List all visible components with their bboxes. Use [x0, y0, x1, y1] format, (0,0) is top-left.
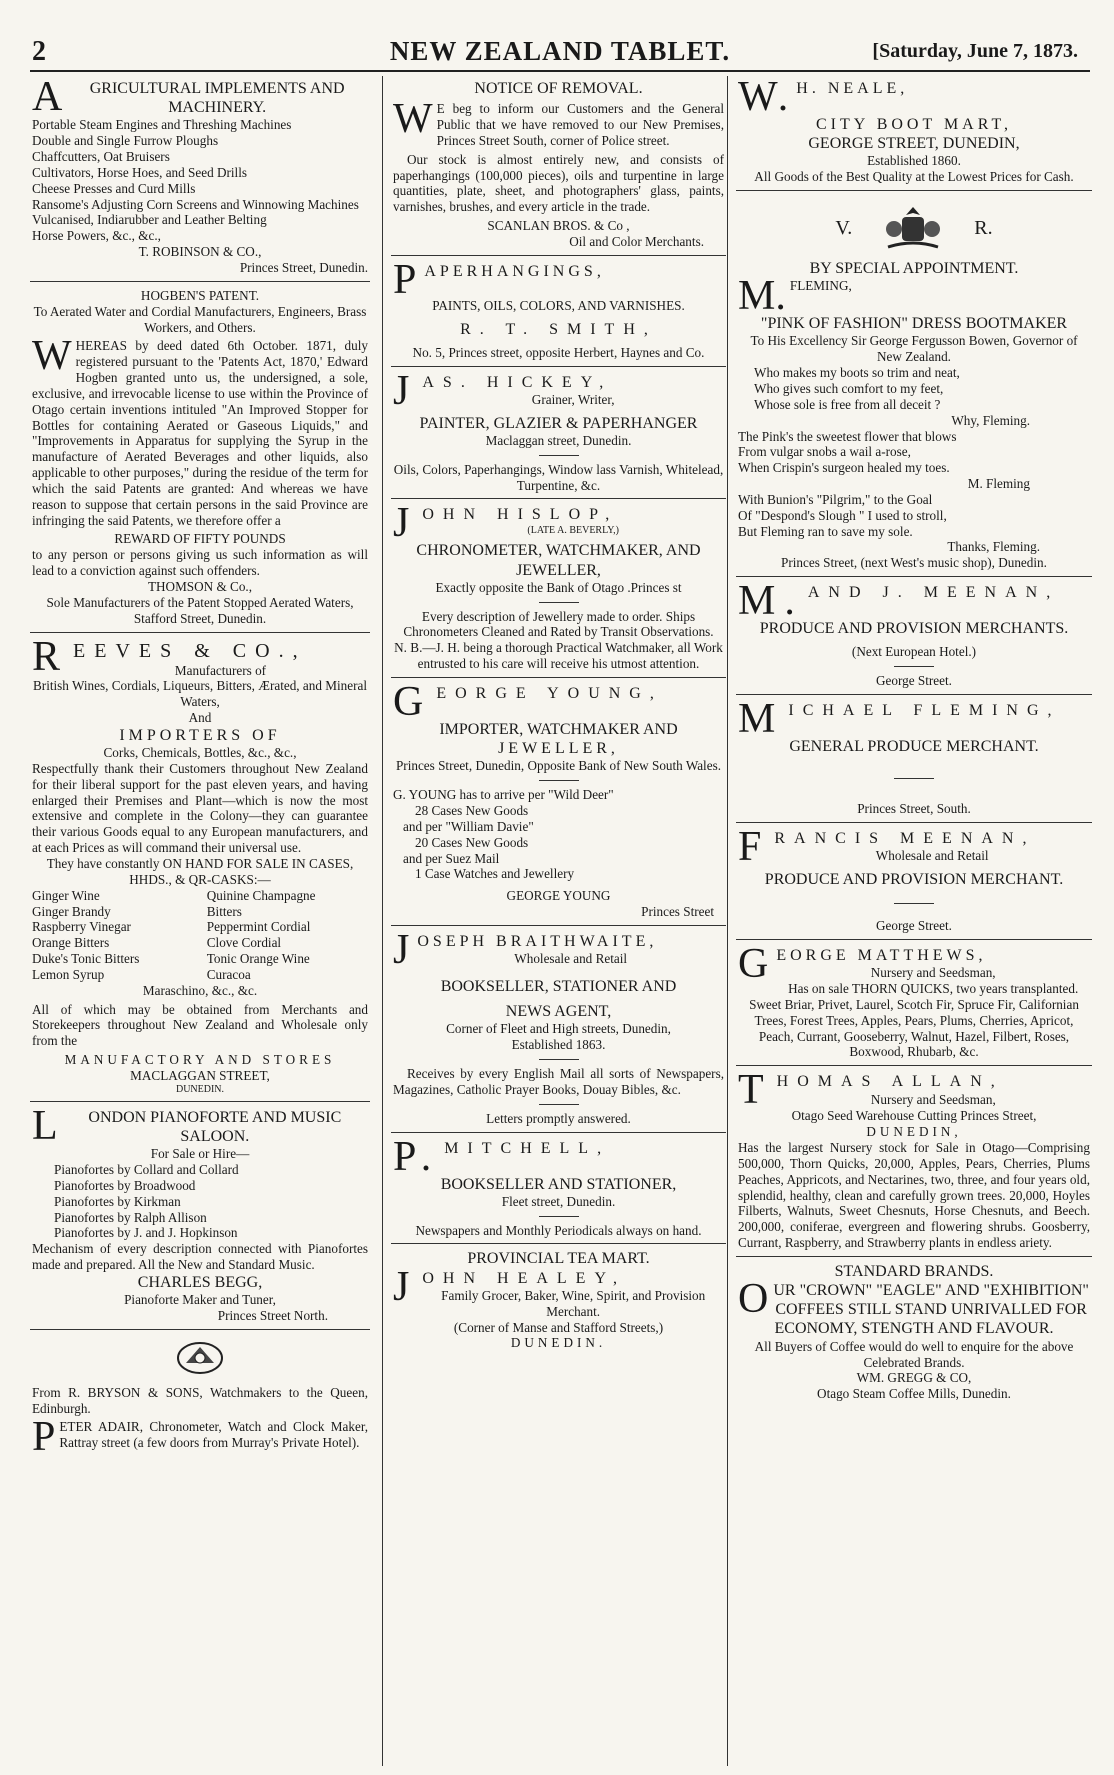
goods-item: Curacoa — [206, 966, 251, 982]
royal-arms — [738, 203, 1090, 253]
ad-line: BY SPECIAL APPOINTMENT. — [809, 260, 1019, 278]
ad-line: PAINTER, GLAZIER & PAPERHANGER — [419, 414, 698, 432]
ad-line: BOOKSELLER AND STATIONER, — [440, 1175, 677, 1193]
ad-body: Our stock is almost entirely new, and consists of paperhangings (100,000 pieces), oils and turpentine in large quantities, plate, sheet, and photographers' glass, paints, varnishes, brushes, and every article in the trade. — [393, 151, 724, 215]
drop-cap: T — [738, 1067, 773, 1114]
ad-line: For Sale or Hire— — [150, 1146, 250, 1162]
ad-item: Double and Single Furrow Ploughs — [32, 133, 219, 149]
drop-cap: P — [393, 256, 421, 303]
ad-item: Pianofortes by Collard and Collard — [54, 1162, 239, 1178]
ad-firm: THOMSON & Co., — [147, 579, 253, 594]
goods-row — [32, 967, 368, 983]
ad-healey — [391, 1247, 726, 1353]
ad-address: Corner of Fleet and High streets, Dunedin, — [446, 1021, 671, 1037]
ad-item: 1 Case Watches and Jewellery — [415, 866, 575, 882]
royal-v: V. — [835, 217, 853, 240]
ad-address: Princes Street, Dunedin. — [239, 259, 368, 275]
ad-item: Portable Steam Engines and Threshing Machines — [32, 117, 292, 133]
ad-address: Princes Street, (next West's music shop), Dunedin. — [781, 555, 1047, 571]
drop-cap: J — [393, 367, 419, 414]
ad-line: Nursery and Seedsman, — [870, 965, 996, 981]
ad-allan — [736, 1069, 1092, 1257]
ad-line: (LATE A. BEVERLY,) — [527, 524, 619, 536]
ad-line: Oil and Color Merchants. — [569, 233, 704, 249]
ad-line: From R. BRYSON & SONS, Watchmakers to the Queen, Edinburgh. — [32, 1384, 368, 1416]
column-2 — [382, 76, 726, 1766]
ad-smith — [391, 256, 726, 367]
ad-body: Has the largest Nursery stock for Sale in Otago—Comprising 500,000, Thorn Quicks, 20,000, Apples, Pears, Cherries, Plums Peaches, Appricots, and Nectarines, two, three, and four years old, splendid, healthy, clean and carefully grown trees. 20,000, Hoyles Filberts, Walnuts, Sweet Chesnuts, Horse Chesnuts, and Beech. 200,000, coniferae, evergreen and flowering shrubs. Goosberry, Currant, Raspberry, and Strawberry plants in endless ariety. — [738, 1140, 1090, 1251]
ad-heading: EEVES & CO., — [73, 639, 307, 662]
masthead — [30, 36, 1090, 72]
ad-address: Princes Street, South. — [857, 801, 971, 817]
column-3 — [727, 76, 1092, 1766]
drop-cap: P — [32, 1414, 56, 1461]
ad-heading: ONDON PIANOFORTE AND MUSIC SALOON. — [88, 1108, 342, 1145]
ad-firm-detail: Sole Manufacturers of the Patent Stopped Aerated Waters, Stafford Street, Dunedin. — [46, 594, 354, 626]
ad-line: Nursery and Seedsman, — [870, 1091, 996, 1107]
ad-address: George Street. — [876, 918, 952, 934]
ad-heading: OHN HISLOP, — [422, 506, 619, 524]
ad-item: Horse Powers, &c., &c., — [32, 228, 161, 244]
ad-address: Maclaggan street, Dunedin. — [485, 432, 632, 448]
ad-line: Family Grocer, Baker, Wine, Spirit, and Provision Merchant. — [441, 1287, 706, 1319]
ad-address: Exactly opposite the Bank of Otago .Princes st — [435, 579, 682, 595]
royal-r: R. — [974, 217, 993, 240]
ad-hickey — [391, 367, 726, 500]
poem-line: Thanks, Fleming. — [947, 539, 1040, 555]
ad-line: Grainer, Writer, — [531, 391, 615, 407]
poem-line: M. Fleming — [967, 476, 1030, 492]
ad-address: Princes Street North. — [217, 1307, 328, 1323]
ad-item: Ransome's Adjusting Corn Screens and Winnowing Machines — [32, 196, 359, 212]
ad-heading: APERHANGINGS, — [424, 262, 605, 280]
ad-mitchell — [391, 1133, 726, 1245]
ad-heading: PROVINCIAL TEA MART. — [467, 1250, 650, 1268]
ad-heading: ICHAEL FLEMING, — [788, 701, 1061, 719]
drop-cap: J — [393, 926, 414, 973]
ad-firm: OHN HEALEY, — [422, 1269, 626, 1287]
ad-line: Wholesale and Retail — [514, 951, 628, 967]
crest-icon — [176, 1341, 224, 1375]
crest-icon — [32, 1341, 368, 1379]
drop-cap: W — [393, 96, 433, 143]
ad-address: (Corner of Manse and Stafford Streets,) — [453, 1319, 664, 1335]
ad-line: MACLAGGAN STREET, — [130, 1067, 270, 1083]
ad-line: Letters promptly answered. — [486, 1110, 631, 1126]
goods-item: Tonic Orange Wine — [206, 951, 310, 967]
ad-line: "PINK OF FASHION" DRESS BOOTMAKER — [760, 315, 1068, 333]
divider — [539, 1216, 579, 1217]
ad-fleming — [736, 194, 1092, 577]
divider — [894, 666, 934, 667]
ad-line: Established 1863. — [511, 1037, 606, 1053]
ad-item: Pianofortes by Kirkman — [54, 1193, 181, 1209]
poem-line: Who makes my boots so trim and neat, — [754, 365, 960, 381]
ad-line: To His Excellency Sir George Fergusson Bowen, Governor of New Zealand. — [750, 333, 1078, 365]
ad-adair — [30, 1333, 370, 1461]
ad-hogben-patent — [30, 285, 370, 633]
ad-line: (Next European Hotel.) — [851, 644, 977, 660]
ad-firm: GEORGE YOUNG — [506, 888, 611, 904]
ad-line: Manufacturers of — [174, 662, 267, 678]
ad-heading: EORGE MATTHEWS, — [776, 947, 987, 965]
ad-address: No. 5, Princes street, opposite Herbert, Haynes and Co. — [412, 344, 705, 360]
goods-row — [32, 888, 368, 904]
ad-firm: T. ROBINSON & CO., — [138, 244, 262, 260]
drop-cap: F — [738, 824, 771, 870]
ad-firm: R. T. SMITH, — [460, 320, 657, 338]
ad-address: George Street. — [876, 673, 952, 689]
royal-arms-icon — [882, 203, 944, 253]
ad-line: CITY BOOT MART, — [815, 116, 1013, 133]
ad-meenan-mj — [736, 580, 1092, 695]
ad-firm: WM. GREGG & CO, — [856, 1370, 972, 1386]
goods-item: Quinine Champagne — [206, 887, 316, 903]
drop-cap: M. — [738, 273, 786, 320]
goods-item: Lemon Syrup — [32, 966, 105, 982]
ad-body: N. B.—J. H. being a thorough Practical Watchmaker, all Work entrusted to his care will receive his utmost attention. — [394, 640, 723, 672]
poem-line: With Bunion's "Pilgrim," to the Goal — [738, 491, 933, 507]
ad-item: 20 Cases New Goods — [415, 834, 529, 850]
drop-cap: O — [738, 1276, 769, 1323]
ad-line: JEWELLER, — [498, 740, 619, 758]
poem-line: But Fleming ran to save my sole. — [738, 523, 913, 539]
ad-body: Every description of Jewellery made to order. Ships Chronometers Cleaned and Rated by Transit Observations. — [403, 608, 714, 640]
divider — [894, 903, 934, 904]
ad-line: And — [188, 710, 212, 726]
drop-cap: G — [393, 679, 433, 725]
ad-line: DUNEDIN. — [175, 1083, 225, 1095]
goods-item: Ginger Brandy — [32, 903, 111, 919]
goods-row — [32, 904, 368, 920]
ad-body: Mechanism of every description connected with Pianofortes made and prepared. All the New and Standard Music. — [32, 1241, 368, 1273]
ad-young — [391, 681, 726, 926]
ad-heading: GRICULTURAL IMPLEMENTS AND MACHINERY. — [89, 80, 345, 117]
drop-cap: R — [32, 633, 70, 680]
ad-heading: AND J. MEENAN, — [807, 584, 1060, 602]
ad-line: Oils, Colors, Paperhangings, Window lass Varnish, Whitelead, Turpentine, &c. — [393, 461, 724, 493]
issue-date: [Saturday, June 7, 1873. — [872, 40, 1078, 62]
drop-cap: W. — [738, 76, 793, 120]
ad-line: PRODUCE AND PROVISION MERCHANTS. — [759, 620, 1069, 638]
ad-line: GEORGE STREET, DUNEDIN, — [808, 135, 1020, 153]
ad-firm: SCANLAN BROS. & Co , — [487, 218, 630, 234]
poem-line: When Crispin's surgeon healed my toes. — [738, 460, 950, 476]
ad-line: GENERAL PRODUCE MERCHANT. — [789, 737, 1039, 755]
ad-line: They have constantly ON HAND FOR SALE IN CASES, HHDS., & QR-CASKS:— — [46, 856, 354, 887]
ad-line: G. YOUNG has to arrive per "Wild Deer" — [393, 787, 614, 803]
ad-item: and per "William Davie" — [403, 818, 534, 834]
ad-body: Sweet Briar, Privet, Laurel, Scotch Fir, Spruce Fir, Californian Trees, Forest Trees, Apples, Pears, Plums, Cherries, Apricot, Peach, Currant, Gooseberry, Walnut, Hazel, Filbert, Roses, Boxwood, Rhubarb, &c. — [749, 996, 1079, 1060]
ad-line: Maraschino, &c., &c. — [142, 982, 258, 998]
ad-item: Vulcanised, Indiarubber and Leather Belting — [32, 212, 267, 228]
divider — [539, 1059, 579, 1060]
ad-francis-meenan — [736, 826, 1092, 940]
divider — [539, 455, 579, 456]
ad-heading: AS. HICKEY, — [422, 373, 613, 391]
ad-robinson — [30, 76, 370, 282]
ad-matthews — [736, 943, 1092, 1066]
reward-line: REWARD OF FIFTY POUNDS — [114, 531, 286, 547]
ad-braithwaite — [391, 926, 726, 1133]
column-1 — [30, 76, 370, 1766]
goods-item: Orange Bitters — [32, 935, 110, 951]
ad-scanlan — [391, 76, 726, 256]
goods-item: Peppermint Cordial — [206, 919, 311, 935]
ad-line: IMPORTERS OF — [119, 726, 281, 744]
ad-line: Wholesale and Retail — [875, 848, 989, 864]
goods-row — [32, 919, 368, 935]
ad-line: IMPORTER, WATCHMAKER AND — [439, 721, 678, 738]
ad-line: NEWS AGENT, — [505, 1003, 612, 1021]
divider — [539, 1104, 579, 1105]
ad-heading: FLEMING, — [789, 278, 852, 294]
ad-heading: OSEPH BRAITHWAITE, — [417, 932, 658, 950]
ad-neale — [736, 76, 1092, 191]
page-number: 2 — [32, 36, 46, 67]
ad-begg — [30, 1102, 370, 1330]
ad-line: CHRONOMETER, WATCHMAKER, AND JEWELLER, — [416, 542, 701, 579]
ad-address: Princes Street, Dunedin, Opposite Bank of New South Wales. — [395, 758, 722, 774]
ad-body: Newspapers and Monthly Periodicals always on hand. — [415, 1222, 702, 1238]
goods-item: Duke's Tonic Bitters — [32, 951, 140, 967]
divider — [539, 780, 579, 781]
ad-line: MANUFACTORY AND STORES — [64, 1052, 336, 1068]
goods-row — [32, 951, 368, 967]
ad-body: All Buyers of Coffee would do well to enquire for the above Celebrated Brands. — [754, 1338, 1074, 1370]
drop-cap: J — [393, 1263, 419, 1310]
ad-heading: RANCIS MEENAN, — [774, 830, 1036, 847]
ad-line: PAINTS, OILS, COLORS, AND VARNISHES. — [432, 297, 685, 313]
ad-body: Has on sale THORN QUICKS, two years transplanted. — [788, 981, 1079, 997]
ad-heading: STANDARD BRANDS. — [834, 1262, 994, 1280]
drop-cap: G — [738, 941, 773, 988]
ad-item: 28 Cases New Goods — [415, 803, 529, 819]
drop-cap: W — [32, 333, 72, 380]
goods-item: Ginger Wine — [32, 887, 100, 903]
ad-body: to any person or persons giving us such information as will lead to a conviction against such offenders. — [32, 547, 368, 579]
goods-item: Clove Cordial — [206, 935, 282, 951]
ad-subheading: To Aerated Water and Cordial Manufacturers, Engineers, Brass Workers, and Others. — [33, 303, 367, 335]
ad-heading: EORGE YOUNG, — [436, 685, 663, 702]
goods-item: Bitters — [206, 903, 242, 919]
ad-heading: H. NEALE, — [796, 80, 909, 97]
goods-row — [32, 935, 368, 951]
ad-michael-fleming — [736, 695, 1092, 823]
ad-heading: NOTICE OF REMOVAL. — [474, 80, 643, 97]
ad-line: DUNEDIN, — [866, 1124, 962, 1140]
ad-gregg — [736, 1260, 1092, 1404]
ad-address: Otago Steam Coffee Mills, Dunedin. — [817, 1386, 1011, 1402]
ad-line: Established 1860. — [867, 153, 961, 169]
divider — [539, 602, 579, 603]
ad-line: Corks, Chemicals, Bottles, &c., &c., — [103, 745, 297, 761]
ad-body: Receives by every English Mail all sorts of Newspapers, Magazines, Catholic Prayer Books, Douay Bibles, &c. — [393, 1066, 724, 1097]
newspaper-title: NEW ZEALAND TABLET. — [389, 36, 731, 66]
drop-cap: P. — [393, 1133, 441, 1180]
ad-line: British Wines, Cordials, Liqueurs, Bitters, Ærated, and Mineral Waters, — [33, 678, 367, 710]
ad-hislop — [391, 502, 726, 678]
ad-heading: MITCHELL, — [444, 1139, 611, 1157]
ad-heading: HOGBEN'S PATENT. — [140, 287, 260, 303]
drop-cap: A — [32, 76, 63, 120]
ad-address: Fleet street, Dunedin. — [501, 1193, 616, 1209]
ad-body: ETER ADAIR, Chronometer, Watch and Clock Maker, Rattray street (a few doors from Murray's Private Hotel). — [59, 1419, 368, 1451]
ad-line: PRODUCE AND PROVISION MERCHANT. — [764, 871, 1064, 889]
ad-item: Chaffcutters, Oat Bruisers — [32, 149, 170, 165]
ad-line: Pianoforte Maker and Tuner, — [124, 1292, 276, 1308]
ad-line: DUNEDIN. — [510, 1335, 607, 1351]
ad-line: BOOKSELLER, STATIONER AND — [440, 978, 677, 995]
ad-line: Otago Seed Warehouse Cutting Princes Street, — [791, 1108, 1037, 1124]
ad-body: All of which may be obtained from Merchants and Storekeepers throughout New Zealand and Wholesale only from the — [32, 1001, 368, 1049]
ad-item: and per Suez Mail — [403, 850, 500, 866]
poem-line: The Pink's the sweetest flower that blows — [738, 428, 957, 444]
drop-cap: L — [32, 1102, 58, 1149]
ad-address: Princes Street — [641, 904, 714, 920]
drop-cap: M. — [738, 578, 804, 625]
poem-line: Why, Fleming. — [951, 412, 1030, 428]
poem-line: Who gives such comfort to my feet, — [754, 380, 944, 396]
drop-cap: M — [738, 695, 785, 742]
divider — [894, 778, 934, 779]
ad-item: Pianofortes by Broadwood — [54, 1177, 196, 1193]
ad-reeves — [30, 633, 370, 1102]
ad-body: UR "CROWN" "EAGLE" AND "EXHIBITION" COFFEES STILL STAND UNRIVALLED FOR ECONOMY, STENGTH AND FLAVOUR. — [773, 1282, 1089, 1338]
ad-item: Cultivators, Horse Hoes, and Seed Drills — [32, 164, 247, 180]
ad-item: Cheese Presses and Curd Mills — [32, 180, 196, 196]
ad-firm: CHARLES BEGG, — [137, 1273, 263, 1291]
ad-body: E beg to inform our Customers and the General Public that we have removed to our New Premises, Princes Street South, corner of Police street. — [436, 101, 724, 148]
goods-item: Raspberry Vinegar — [32, 919, 131, 935]
ad-heading: HOMAS ALLAN, — [776, 1073, 1004, 1091]
poem-line: Whose sole is free from all deceit ? — [754, 396, 941, 412]
poem-line: From vulgar snobs a wail a-rose, — [738, 444, 911, 460]
ad-item: Pianofortes by J. and J. Hopkinson — [54, 1225, 238, 1241]
poem-line: Of "Despond's Slough " I used to stroll, — [738, 507, 947, 523]
ad-body: All Goods of the Best Quality at the Lowest Prices for Cash. — [754, 169, 1074, 185]
drop-cap: J — [393, 500, 419, 547]
ad-body: HEREAS by deed dated 6th October. 1871, duly registered pursuant to the 'Patents Act, 1870,' Edward Hogben granted unto us, the undersigned, a sole, exclusive, and irrevocable license to use within the Province of Otago certain inventions intituled "An Improved Stopper for Bottles for containing Aerated or Gaseous Liquids," and "Improvements in Apparatus for supplying the Syrup in the manufacture of Aerated Beverages and other liquids, also applicable to other purposes," during the residue of the term for which the said Patents are granted: And whereas we have reason to suppose that certain persons in the said Province are infringing the said Patents, we therefore offer a — [32, 338, 368, 528]
ad-body: Respectfully thank their Customers throughout New Zealand for their liberal support for the past eleven years, and having enlarged their Premises and Plant—which is now the most extensive and complete in the Colony—they can guarantee their various Goods equal to any European manufacturers, and at each Prices as will command their universal use. — [32, 760, 368, 856]
ad-item: Pianofortes by Ralph Allison — [54, 1209, 207, 1225]
